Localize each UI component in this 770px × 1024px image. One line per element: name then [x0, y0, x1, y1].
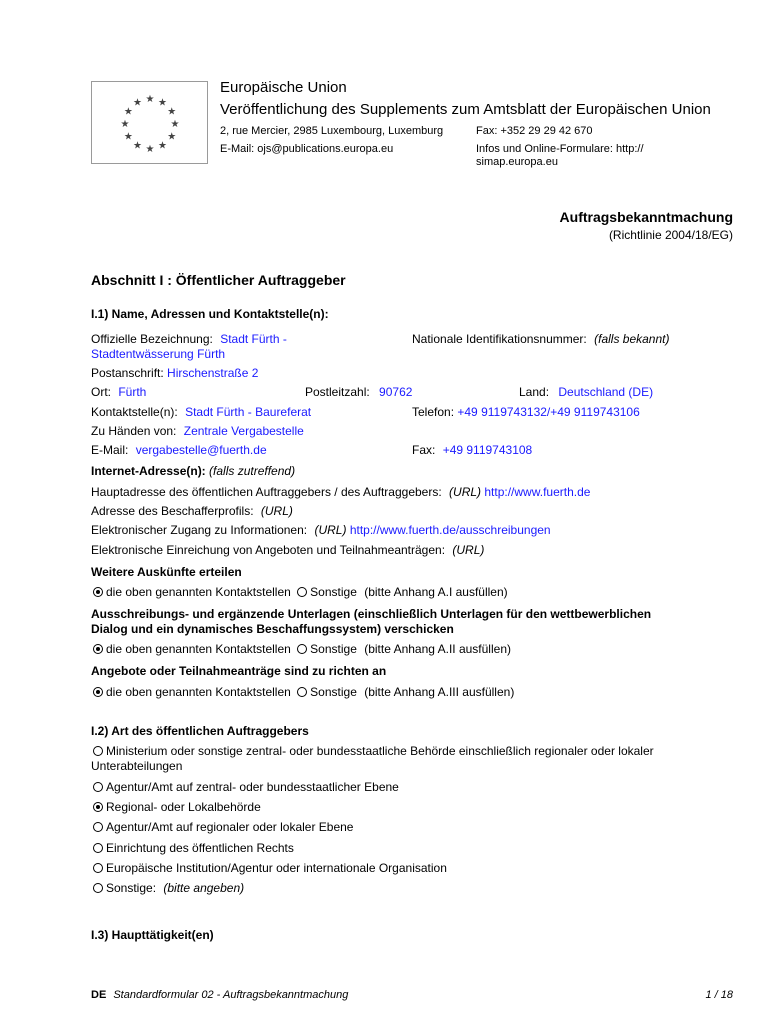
- type-option-0-label: Ministerium oder sonstige zentral- oder bundesstaatliche Behörde einschließlich regionaler oder lokaler: [106, 744, 654, 758]
- type-option-5: [93, 861, 447, 875]
- star-icon: ★: [123, 131, 133, 143]
- zip-row: [305, 385, 412, 399]
- official-name-row: [91, 332, 287, 346]
- notice-title: Auftragsbekanntmachung: [559, 209, 733, 225]
- type-option-2-label: Regional- oder Lokalbehörde: [106, 800, 261, 814]
- url-hint: (URL): [314, 523, 347, 537]
- phone-label: Telefon:: [412, 405, 455, 419]
- tenders-options: [93, 685, 514, 699]
- footer-page: 1 / 18: [705, 989, 733, 1001]
- header-infos-1: Infos und Online-Formulare: http://: [476, 143, 644, 155]
- radio-type-1[interactable]: [93, 782, 103, 792]
- star-icon: ★: [167, 106, 177, 118]
- postal-label: Postanschrift:: [91, 366, 164, 380]
- header-address: 2, rue Mercier, 2985 Luxembourg, Luxemburg: [220, 125, 444, 137]
- type-option-6-label: Sonstige:: [106, 881, 157, 895]
- radio-type-3[interactable]: [93, 822, 103, 832]
- header-org: Europäische Union: [220, 79, 347, 96]
- star-icon: ★: [158, 97, 167, 109]
- internet-row: [91, 464, 295, 478]
- star-icon: ★: [133, 140, 142, 152]
- option-contacts-label: die oben genannten Kontaktstellen: [106, 642, 291, 656]
- type-option-4: [93, 841, 294, 855]
- url-hint: (URL): [449, 485, 482, 499]
- radio-type-2-selected[interactable]: [93, 802, 103, 812]
- electronic-submission-row: [91, 543, 484, 557]
- fax-value: +49 9119743108: [442, 443, 533, 457]
- notice-directive: (Richtlinie 2004/18/EG): [608, 228, 733, 242]
- zip-label: Postleitzahl:: [305, 385, 370, 399]
- internet-label: Internet-Adresse(n):: [91, 464, 206, 478]
- option-contacts-label: die oben genannten Kontaktstellen: [106, 585, 291, 599]
- official-name-value-2: Stadtentwässerung Fürth: [91, 347, 226, 361]
- option-other-label: Sonstige: [310, 642, 357, 656]
- radio-other[interactable]: [297, 587, 307, 597]
- phone-value: +49 9119743132/+49 9119743106: [457, 405, 640, 419]
- radio-contacts-selected[interactable]: [93, 587, 103, 597]
- url-hint: (URL): [260, 504, 293, 518]
- email-value[interactable]: vergabestelle@fuerth.de: [135, 443, 267, 457]
- city-label: Ort:: [91, 385, 111, 399]
- type-option-4-label: Einrichtung des öffentlichen Rechts: [106, 841, 294, 855]
- star-icon: ★: [123, 106, 133, 118]
- city-value: Fürth: [118, 385, 147, 399]
- star-icon: ★: [167, 131, 177, 143]
- radio-type-6[interactable]: [93, 883, 103, 893]
- electronic-access-link[interactable]: http://www.fuerth.de/ausschreibungen: [349, 523, 551, 537]
- phone-row: [412, 405, 640, 419]
- annex-a2: (bitte Anhang A.II ausfüllen): [364, 642, 511, 656]
- type-option-6-hint: (bitte angeben): [163, 881, 245, 895]
- header-infos-2: simap.europa.eu: [476, 156, 558, 168]
- zip-value: 90762: [379, 385, 413, 399]
- city-row: [91, 385, 146, 399]
- main-address-label: Hauptadresse des öffentlichen Auftraggebers / des Auftraggebers:: [91, 485, 442, 499]
- header-fax: Fax: +352 29 29 42 670: [476, 125, 593, 137]
- type-option-1-label: Agentur/Amt auf zentral- oder bundesstaatlicher Ebene: [106, 780, 399, 794]
- radio-contacts-selected[interactable]: [93, 687, 103, 697]
- attention-row: [91, 424, 304, 438]
- url-hint: (URL): [452, 543, 485, 557]
- email-label: E-Mail:: [91, 443, 129, 457]
- contact-label: Kontaktstelle(n):: [91, 405, 178, 419]
- further-info-title: Weitere Auskünfte erteilen: [91, 565, 242, 579]
- type-option-5-label: Europäische Institution/Agentur oder internationale Organisation: [106, 861, 447, 875]
- radio-other[interactable]: [297, 644, 307, 654]
- fax-row: [412, 443, 532, 457]
- option-other-label: Sonstige: [310, 585, 357, 599]
- radio-other[interactable]: [297, 687, 307, 697]
- contact-row: [91, 405, 311, 419]
- main-address-link[interactable]: http://www.fuerth.de: [484, 485, 591, 499]
- documents-options: [93, 642, 511, 656]
- type-option-0: [93, 744, 654, 758]
- buyer-profile-row: [91, 504, 293, 518]
- header-email: E-Mail: ojs@publications.europa.eu: [220, 143, 394, 155]
- type-option-2: [93, 800, 261, 814]
- star-icon: ★: [145, 94, 155, 105]
- country-value: Deutschland (DE): [558, 385, 654, 399]
- i3-title: I.3) Haupttätigkeit(en): [91, 928, 214, 942]
- documents-title-1: Ausschreibungs- und ergänzende Unterlagen (einschließlich Unterlagen für den wettbewerblichen: [91, 607, 652, 621]
- star-icon: ★: [158, 140, 167, 152]
- national-id-row: [412, 332, 669, 346]
- type-option-3-label: Agentur/Amt auf regionaler oder lokaler Ebene: [106, 820, 354, 834]
- tenders-title: Angebote oder Teilnahmeanträge sind zu richten an: [91, 664, 387, 678]
- radio-type-4[interactable]: [93, 843, 103, 853]
- electronic-submission-label: Elektronische Einreichung von Angeboten und Teilnahmeanträgen:: [91, 543, 446, 557]
- type-option-3: [93, 820, 353, 834]
- postal-row: [91, 366, 258, 380]
- footer-form: Standardformular 02 - Auftragsbekanntmachung: [113, 989, 349, 1001]
- buyer-profile-label: Adresse des Beschafferprofils:: [91, 504, 254, 518]
- annex-a1: (bitte Anhang A.I ausfüllen): [364, 585, 508, 599]
- star-icon: ★: [145, 144, 155, 155]
- country-row: [519, 385, 653, 399]
- header-subtitle: Veröffentlichung des Supplements zum Amtsblatt der Europäischen Union: [220, 101, 711, 118]
- radio-contacts-selected[interactable]: [93, 644, 103, 654]
- official-name-label: Offizielle Bezeichnung:: [91, 332, 213, 346]
- further-info-options: [93, 585, 508, 599]
- attention-value: Zentrale Vergabestelle: [183, 424, 304, 438]
- i2-title: I.2) Art des öffentlichen Auftraggebers: [91, 724, 309, 738]
- annex-a3: (bitte Anhang A.III ausfüllen): [364, 685, 515, 699]
- national-id-label: Nationale Identifikationsnummer:: [412, 332, 587, 346]
- eu-flag-logo: [91, 81, 208, 164]
- type-option-6: [93, 881, 244, 895]
- official-name-value: Stadt Fürth -: [220, 332, 287, 346]
- footer: [91, 989, 348, 1001]
- main-address-row: [91, 485, 590, 499]
- electronic-access-label: Elektronischer Zugang zu Informationen:: [91, 523, 308, 537]
- internet-hint: (falls zutreffend): [209, 464, 296, 478]
- type-option-0-label-2: Unterabteilungen: [91, 759, 183, 773]
- documents-title-2: Dialog und ein dynamisches Beschaffungssystem) verschicken: [91, 622, 454, 636]
- option-contacts-label: die oben genannten Kontaktstellen: [106, 685, 291, 699]
- contact-value: Stadt Fürth - Baureferat: [185, 405, 312, 419]
- radio-type-5[interactable]: [93, 863, 103, 873]
- postal-value: Hirschenstraße 2: [167, 366, 259, 380]
- star-icon: ★: [170, 119, 180, 130]
- country-label: Land:: [519, 385, 550, 399]
- national-id-hint: (falls bekannt): [594, 332, 670, 346]
- fax-label: Fax:: [412, 443, 436, 457]
- electronic-access-row: [91, 523, 551, 537]
- star-icon: ★: [133, 97, 142, 109]
- i1-title: I.1) Name, Adressen und Kontaktstelle(n):: [91, 307, 329, 321]
- section-title: Abschnitt I : Öffentlicher Auftraggeber: [91, 272, 346, 288]
- option-other-label: Sonstige: [310, 685, 357, 699]
- type-option-1: [93, 780, 399, 794]
- radio-type-0[interactable]: [93, 746, 103, 756]
- star-icon: ★: [120, 119, 130, 130]
- eu-stars-icon: [92, 82, 207, 163]
- email-row: [91, 443, 267, 457]
- footer-lang: DE: [91, 989, 107, 1001]
- attention-label: Zu Händen von:: [91, 424, 177, 438]
